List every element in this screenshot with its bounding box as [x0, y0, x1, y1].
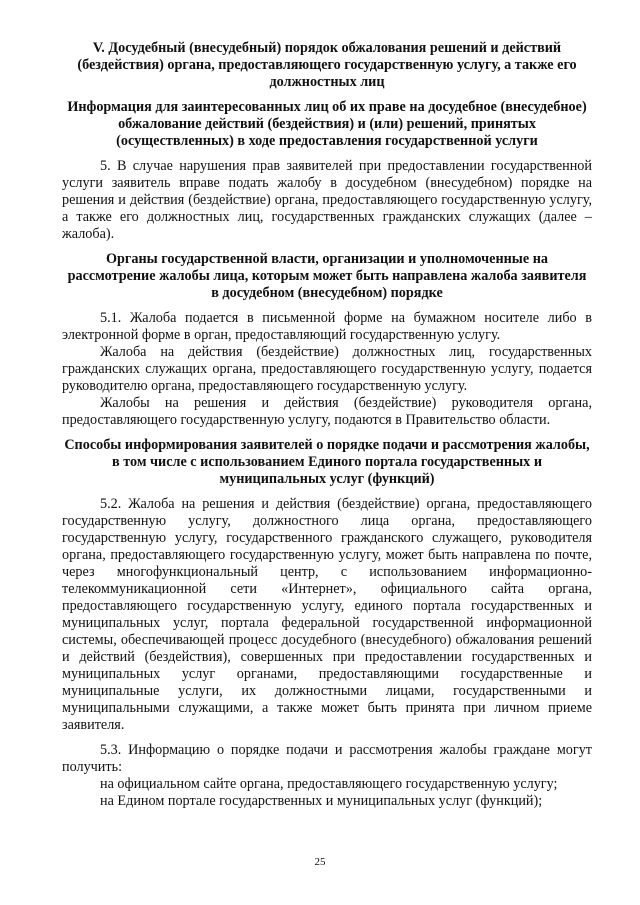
paragraph-5-1: 5.1. Жалоба подается в письменной форме на бумажном носителе либо в электронной форме в орган, предоставляющий государственную услугу.	[62, 310, 592, 343]
paragraph-5-3: 5.3. Информацию о порядке подачи и рассмотрения жалобы граждане могут получить:	[62, 742, 592, 775]
paragraph-5-2: 5.2. Жалоба на решения и действия (бездействие) органа, предоставляющего государственную услугу, должностного лица органа, предоставляющего государственную услугу, государственного гражданского служащего, руководителя органа, предоставляющего государственную услугу, может быть направлена по почте, через многофункциональный центр, с использованием информационно-телекоммуникационной сети «Интернет», официального сайта органа, предоставляющего государственную услугу, единого портала государственных и муниципальных услуг, портала федеральной государственной информационной системы, обеспечивающей процесс досудебного (внесудебного) обжалования решений и действий (бездействия), совершенных при предоставлении государственных и муниципальных услуг органами, предоставляющими государственные и муниципальные услуги, их должностными лицами, государственными и муниципальными служащими, а также может быть принята при личном приеме заявителя.	[62, 496, 592, 733]
paragraph-5-1-officials: Жалоба на действия (бездействие) должностных лиц, государственных гражданских служащих органа, предоставляющего государственную услугу, подается руководителю органа, предоставляющего государственную услугу.	[62, 344, 592, 394]
list-item-official-site: на официальном сайте органа, предоставляющего государственную услугу;	[100, 776, 558, 792]
subsection-heading-authorities: Органы государственной власти, организации и уполномоченные на рассмотрение жалобы лица, которым может быть направлена жалоба заявителя в досудебном (внесудебном) порядке	[67, 251, 587, 301]
subsection-heading-complaint-right: Информация для заинтересованных лиц об их праве на досудебное (внесудебное) обжалование действий (бездействия) и (или) решений, принятых (осуществленных) в ходе предоставления государственной услуги	[67, 99, 587, 149]
paragraph-5-1-head: Жалобы на решения и действия (бездействие) руководителя органа, предоставляющего государственную услугу, подаются в Правительство области.	[62, 395, 592, 428]
section-title: V. Досудебный (внесудебный) порядок обжалования решений и действий (бездействия) органа, предоставляющего государственную услугу, а также его должностных лиц	[77, 40, 577, 90]
list-item-unified-portal: на Едином портале государственных и муниципальных услуг (функций);	[100, 793, 543, 809]
page-number: 25	[314, 856, 326, 868]
page-content	[62, 40, 592, 810]
paragraph-5: 5. В случае нарушения прав заявителей при предоставлении государственной услуги заявитель вправе подать жалобу в досудебном (внесудебном) порядке на решения и действия (бездействие) органа, предоставляющего государственную услугу, а также его должностных лиц, государственных гражданских служащих (далее – жалоба).	[62, 158, 592, 242]
subsection-heading-informing: Способы информирования заявителей о порядке подачи и рассмотрения жалобы, в том числе с использованием Единого портала государственных и муниципальных услуг (функций)	[64, 437, 590, 487]
